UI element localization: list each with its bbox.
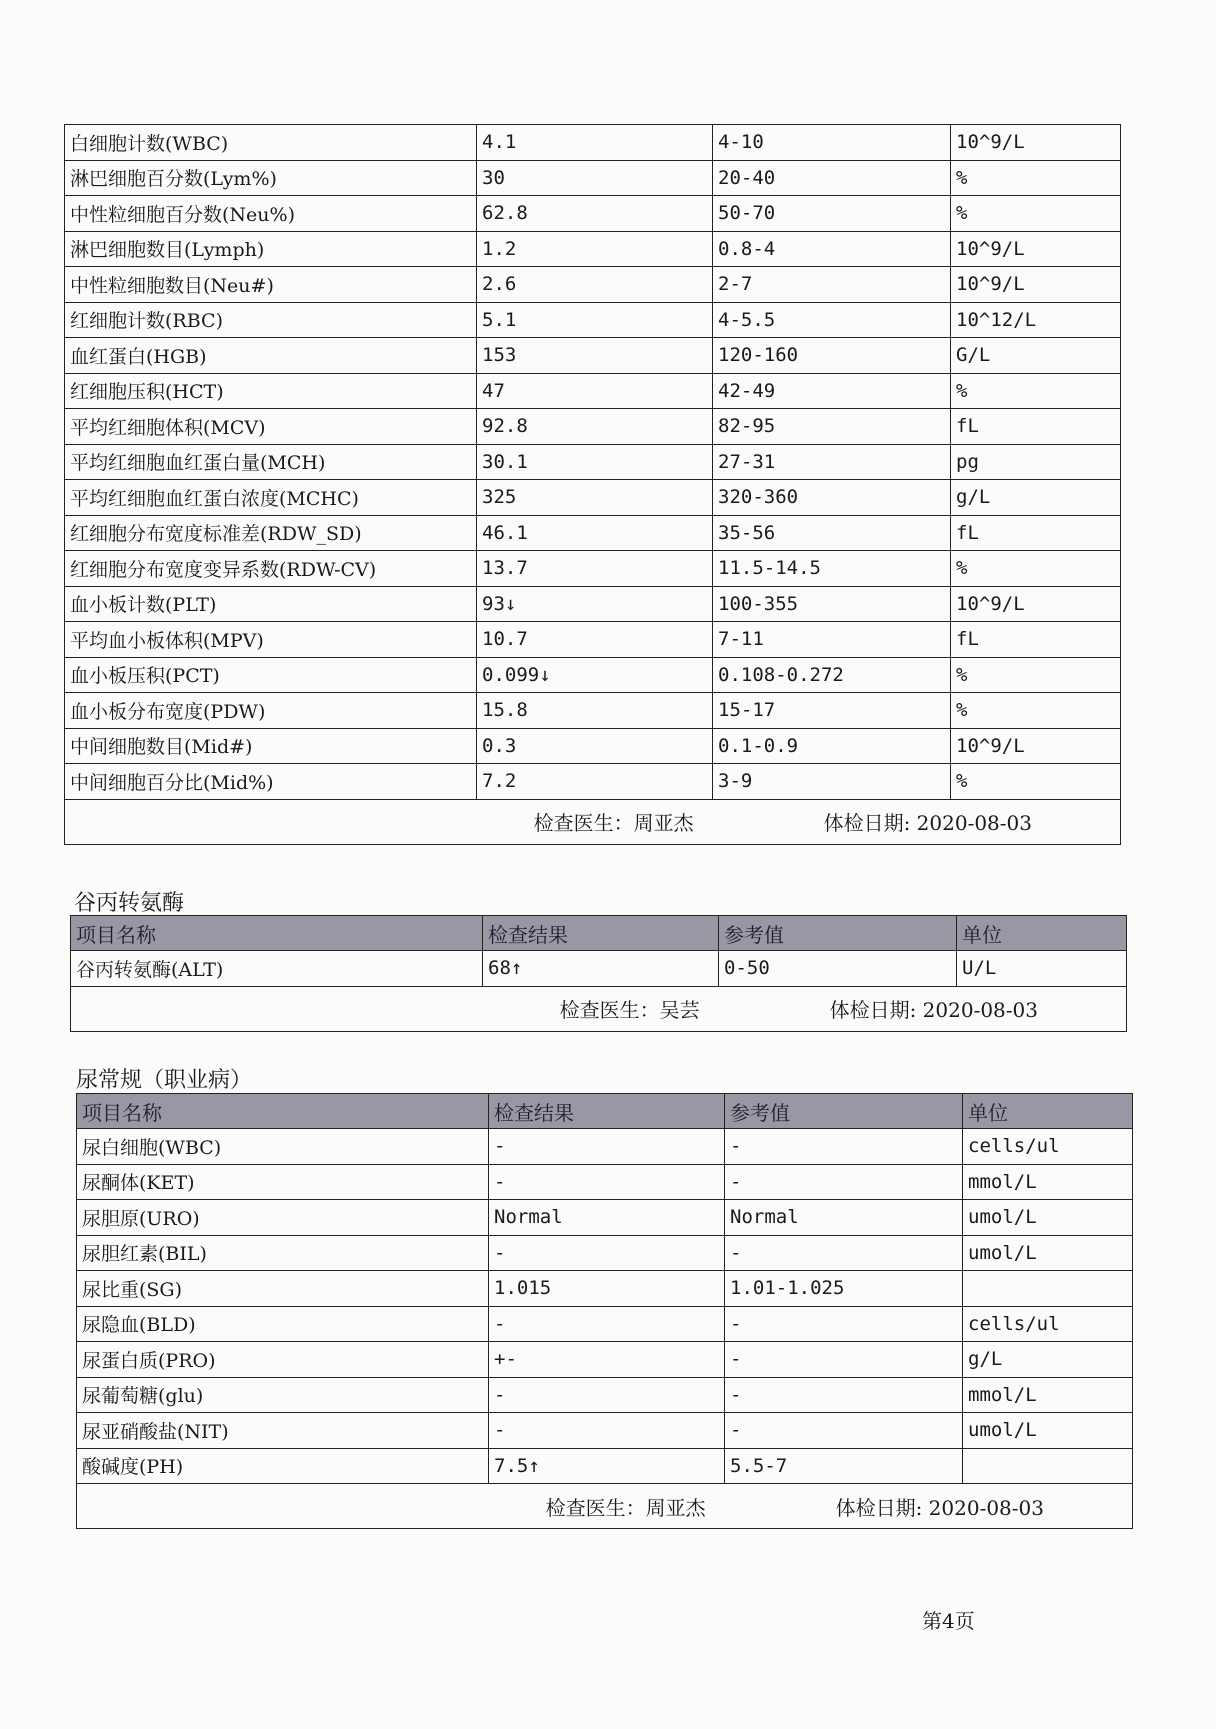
- table-row: [77, 1413, 1133, 1449]
- item-name: 红细胞分布宽度标准差(RDW_SD): [65, 515, 477, 551]
- item-unit: %: [951, 196, 1121, 232]
- item-unit: [963, 1271, 1133, 1307]
- item-unit: 10^9/L: [951, 125, 1121, 161]
- item-unit: %: [951, 764, 1121, 800]
- item-result: 15.8: [477, 693, 713, 729]
- item-reference: -: [725, 1306, 963, 1342]
- item-name: 尿比重(SG): [77, 1271, 489, 1307]
- alt-header-row: [71, 916, 1127, 951]
- alt-header-name: 项目名称: [71, 916, 483, 951]
- table-row: [77, 1377, 1133, 1413]
- item-result: -: [489, 1129, 725, 1165]
- item-name: 血小板计数(PLT): [65, 586, 477, 622]
- item-result: 4.1: [477, 125, 713, 161]
- item-name: 平均红细胞体积(MCV): [65, 409, 477, 445]
- item-name: 白细胞计数(WBC): [65, 125, 477, 161]
- item-reference: -: [725, 1342, 963, 1378]
- urine-section-title: 尿常规（职业病）: [76, 1068, 253, 1093]
- table-row: [65, 480, 1121, 516]
- table-row: [65, 764, 1121, 800]
- item-result: 93↓: [477, 586, 713, 622]
- item-reference: 2-7: [713, 267, 951, 303]
- item-result: 153: [477, 338, 713, 374]
- table-row: [65, 267, 1121, 303]
- item-unit: pg: [951, 444, 1121, 480]
- urine-header-result: 检查结果: [489, 1094, 725, 1129]
- item-reference: 82-95: [713, 409, 951, 445]
- urine-header-row: [77, 1094, 1133, 1129]
- item-name: 尿酮体(KET): [77, 1164, 489, 1200]
- table-row: [77, 1448, 1133, 1484]
- urine-doctor: 检查医生：周亚杰: [545, 1495, 706, 1520]
- item-unit: %: [951, 657, 1121, 693]
- item-name: 尿隐血(BLD): [77, 1306, 489, 1342]
- table-row: [65, 196, 1121, 232]
- item-result: -: [489, 1377, 725, 1413]
- item-name: 中性粒细胞数目(Neu#): [65, 267, 477, 303]
- table-row: [65, 657, 1121, 693]
- table-row: [65, 302, 1121, 338]
- item-unit: U/L: [957, 951, 1127, 987]
- alt-header-unit: 单位: [957, 916, 1127, 951]
- item-reference: -: [725, 1235, 963, 1271]
- item-unit: fL: [951, 515, 1121, 551]
- item-result: +-: [489, 1342, 725, 1378]
- table-row: [65, 728, 1121, 764]
- table-row: [77, 1129, 1133, 1165]
- cbc-footer-row: [65, 799, 1121, 844]
- alt-doctor: 检查医生：吴芸: [559, 998, 700, 1022]
- item-reference: 11.5-14.5: [713, 551, 951, 587]
- item-reference: Normal: [725, 1200, 963, 1236]
- table-row: [65, 551, 1121, 587]
- item-unit: fL: [951, 409, 1121, 445]
- item-result: 10.7: [477, 622, 713, 658]
- alt-header-ref: 参考值: [719, 916, 957, 951]
- item-unit: %: [951, 373, 1121, 409]
- item-name: 中间细胞数目(Mid#): [65, 728, 477, 764]
- item-unit: umol/L: [963, 1235, 1133, 1271]
- item-result: 1.2: [477, 231, 713, 267]
- table-row: [65, 231, 1121, 267]
- item-reference: 0.108-0.272: [713, 657, 951, 693]
- item-unit: cells/ul: [963, 1306, 1133, 1342]
- urine-footer: [77, 1484, 1133, 1529]
- item-result: 7.5↑: [489, 1448, 725, 1484]
- item-result: 13.7: [477, 551, 713, 587]
- item-name: 红细胞压积(HCT): [65, 373, 477, 409]
- item-unit: cells/ul: [963, 1129, 1133, 1165]
- item-reference: 35-56: [713, 515, 951, 551]
- item-reference: -: [725, 1129, 963, 1165]
- table-row: [65, 444, 1121, 480]
- item-unit: mmol/L: [963, 1164, 1133, 1200]
- alt-section-title: 谷丙转氨酶: [74, 891, 185, 916]
- item-result: 7.2: [477, 764, 713, 800]
- item-name: 谷丙转氨酶(ALT): [71, 951, 483, 987]
- table-row: [65, 622, 1121, 658]
- item-result: Normal: [489, 1200, 725, 1236]
- item-name: 红细胞分布宽度变异系数(RDW-CV): [65, 551, 477, 587]
- item-unit: 10^12/L: [951, 302, 1121, 338]
- cbc-doctor: 检查医生：周亚杰: [533, 811, 694, 835]
- table-row: [65, 125, 1121, 161]
- table-row: [65, 160, 1121, 196]
- item-unit: g/L: [963, 1342, 1133, 1378]
- alt-table: [70, 915, 1127, 1032]
- item-result: 47: [477, 373, 713, 409]
- cbc-footer: [65, 799, 1121, 844]
- item-name: 酸碱度(PH): [77, 1448, 489, 1484]
- item-name: 平均红细胞血红蛋白浓度(MCHC): [65, 480, 477, 516]
- item-unit: 10^9/L: [951, 728, 1121, 764]
- item-name: 中间细胞百分比(Mid%): [65, 764, 477, 800]
- item-name: 尿亚硝酸盐(NIT): [77, 1413, 489, 1449]
- item-unit: 10^9/L: [951, 231, 1121, 267]
- item-name: 尿蛋白质(PRO): [77, 1342, 489, 1378]
- table-row: [65, 409, 1121, 445]
- item-name: 平均红细胞血红蛋白量(MCH): [65, 444, 477, 480]
- item-reference: 20-40: [713, 160, 951, 196]
- item-result: 1.015: [489, 1271, 725, 1307]
- item-reference: -: [725, 1377, 963, 1413]
- item-result: 30.1: [477, 444, 713, 480]
- urine-header-name: 项目名称: [77, 1094, 489, 1129]
- item-result: -: [489, 1306, 725, 1342]
- item-unit: %: [951, 693, 1121, 729]
- item-result: 68↑: [483, 951, 719, 987]
- item-result: 62.8: [477, 196, 713, 232]
- blood-routine-table: [64, 124, 1121, 845]
- item-reference: 100-355: [713, 586, 951, 622]
- item-reference: 320-360: [713, 480, 951, 516]
- table-row: [65, 338, 1121, 374]
- item-name: 尿胆红素(BIL): [77, 1235, 489, 1271]
- item-reference: 120-160: [713, 338, 951, 374]
- table-row: [65, 515, 1121, 551]
- item-unit: %: [951, 160, 1121, 196]
- item-reference: 27-31: [713, 444, 951, 480]
- item-unit: umol/L: [963, 1413, 1133, 1449]
- item-unit: umol/L: [963, 1200, 1133, 1236]
- table-row: [65, 373, 1121, 409]
- item-name: 血红蛋白(HGB): [65, 338, 477, 374]
- item-unit: fL: [951, 622, 1121, 658]
- item-name: 中性粒细胞百分数(Neu%): [65, 196, 477, 232]
- item-unit: [963, 1448, 1133, 1484]
- urine-footer-row: [77, 1484, 1133, 1529]
- cbc-date: 体检日期: 2020-08-03: [823, 811, 1032, 835]
- item-reference: 3-9: [713, 764, 951, 800]
- item-reference: 4-5.5: [713, 302, 951, 338]
- item-reference: 42-49: [713, 373, 951, 409]
- item-unit: 10^9/L: [951, 267, 1121, 303]
- item-name: 血小板压积(PCT): [65, 657, 477, 693]
- urine-header-ref: 参考值: [725, 1094, 963, 1129]
- item-result: 46.1: [477, 515, 713, 551]
- item-name: 血小板分布宽度(PDW): [65, 693, 477, 729]
- table-row: [77, 1342, 1133, 1378]
- item-unit: g/L: [951, 480, 1121, 516]
- item-reference: 0-50: [719, 951, 957, 987]
- item-name: 红细胞计数(RBC): [65, 302, 477, 338]
- item-reference: 0.8-4: [713, 231, 951, 267]
- item-reference: 5.5-7: [725, 1448, 963, 1484]
- alt-footer: [71, 986, 1127, 1031]
- item-reference: 50-70: [713, 196, 951, 232]
- item-name: 尿葡萄糖(glu): [77, 1377, 489, 1413]
- table-row: [77, 1164, 1133, 1200]
- alt-date: 体检日期: 2020-08-03: [829, 998, 1038, 1022]
- item-result: -: [489, 1413, 725, 1449]
- urine-date: 体检日期: 2020-08-03: [835, 1495, 1044, 1520]
- table-row: [77, 1200, 1133, 1236]
- item-unit: %: [951, 551, 1121, 587]
- item-reference: 0.1-0.9: [713, 728, 951, 764]
- item-unit: 10^9/L: [951, 586, 1121, 622]
- item-result: 0.099↓: [477, 657, 713, 693]
- table-row: [77, 1235, 1133, 1271]
- urine-header-unit: 单位: [963, 1094, 1133, 1129]
- table-row: [65, 586, 1121, 622]
- item-result: 325: [477, 480, 713, 516]
- item-reference: 4-10: [713, 125, 951, 161]
- item-name: 平均血小板体积(MPV): [65, 622, 477, 658]
- item-name: 尿胆原(URO): [77, 1200, 489, 1236]
- item-reference: 15-17: [713, 693, 951, 729]
- table-row: [65, 693, 1121, 729]
- item-unit: G/L: [951, 338, 1121, 374]
- table-row: [77, 1306, 1133, 1342]
- table-row: [71, 951, 1127, 987]
- item-reference: 7-11: [713, 622, 951, 658]
- item-reference: 1.01-1.025: [725, 1271, 963, 1307]
- item-result: -: [489, 1164, 725, 1200]
- item-name: 淋巴细胞百分数(Lym%): [65, 160, 477, 196]
- table-row: [77, 1271, 1133, 1307]
- item-result: 5.1: [477, 302, 713, 338]
- item-reference: -: [725, 1413, 963, 1449]
- item-result: 0.3: [477, 728, 713, 764]
- item-name: 淋巴细胞数目(Lymph): [65, 231, 477, 267]
- page-number: 第4页: [922, 1609, 975, 1633]
- item-result: 2.6: [477, 267, 713, 303]
- item-result: 30: [477, 160, 713, 196]
- item-reference: -: [725, 1164, 963, 1200]
- alt-footer-row: [71, 986, 1127, 1031]
- item-result: -: [489, 1235, 725, 1271]
- item-name: 尿白细胞(WBC): [77, 1129, 489, 1165]
- urine-table: [76, 1093, 1133, 1529]
- alt-header-result: 检查结果: [483, 916, 719, 951]
- item-unit: mmol/L: [963, 1377, 1133, 1413]
- item-result: 92.8: [477, 409, 713, 445]
